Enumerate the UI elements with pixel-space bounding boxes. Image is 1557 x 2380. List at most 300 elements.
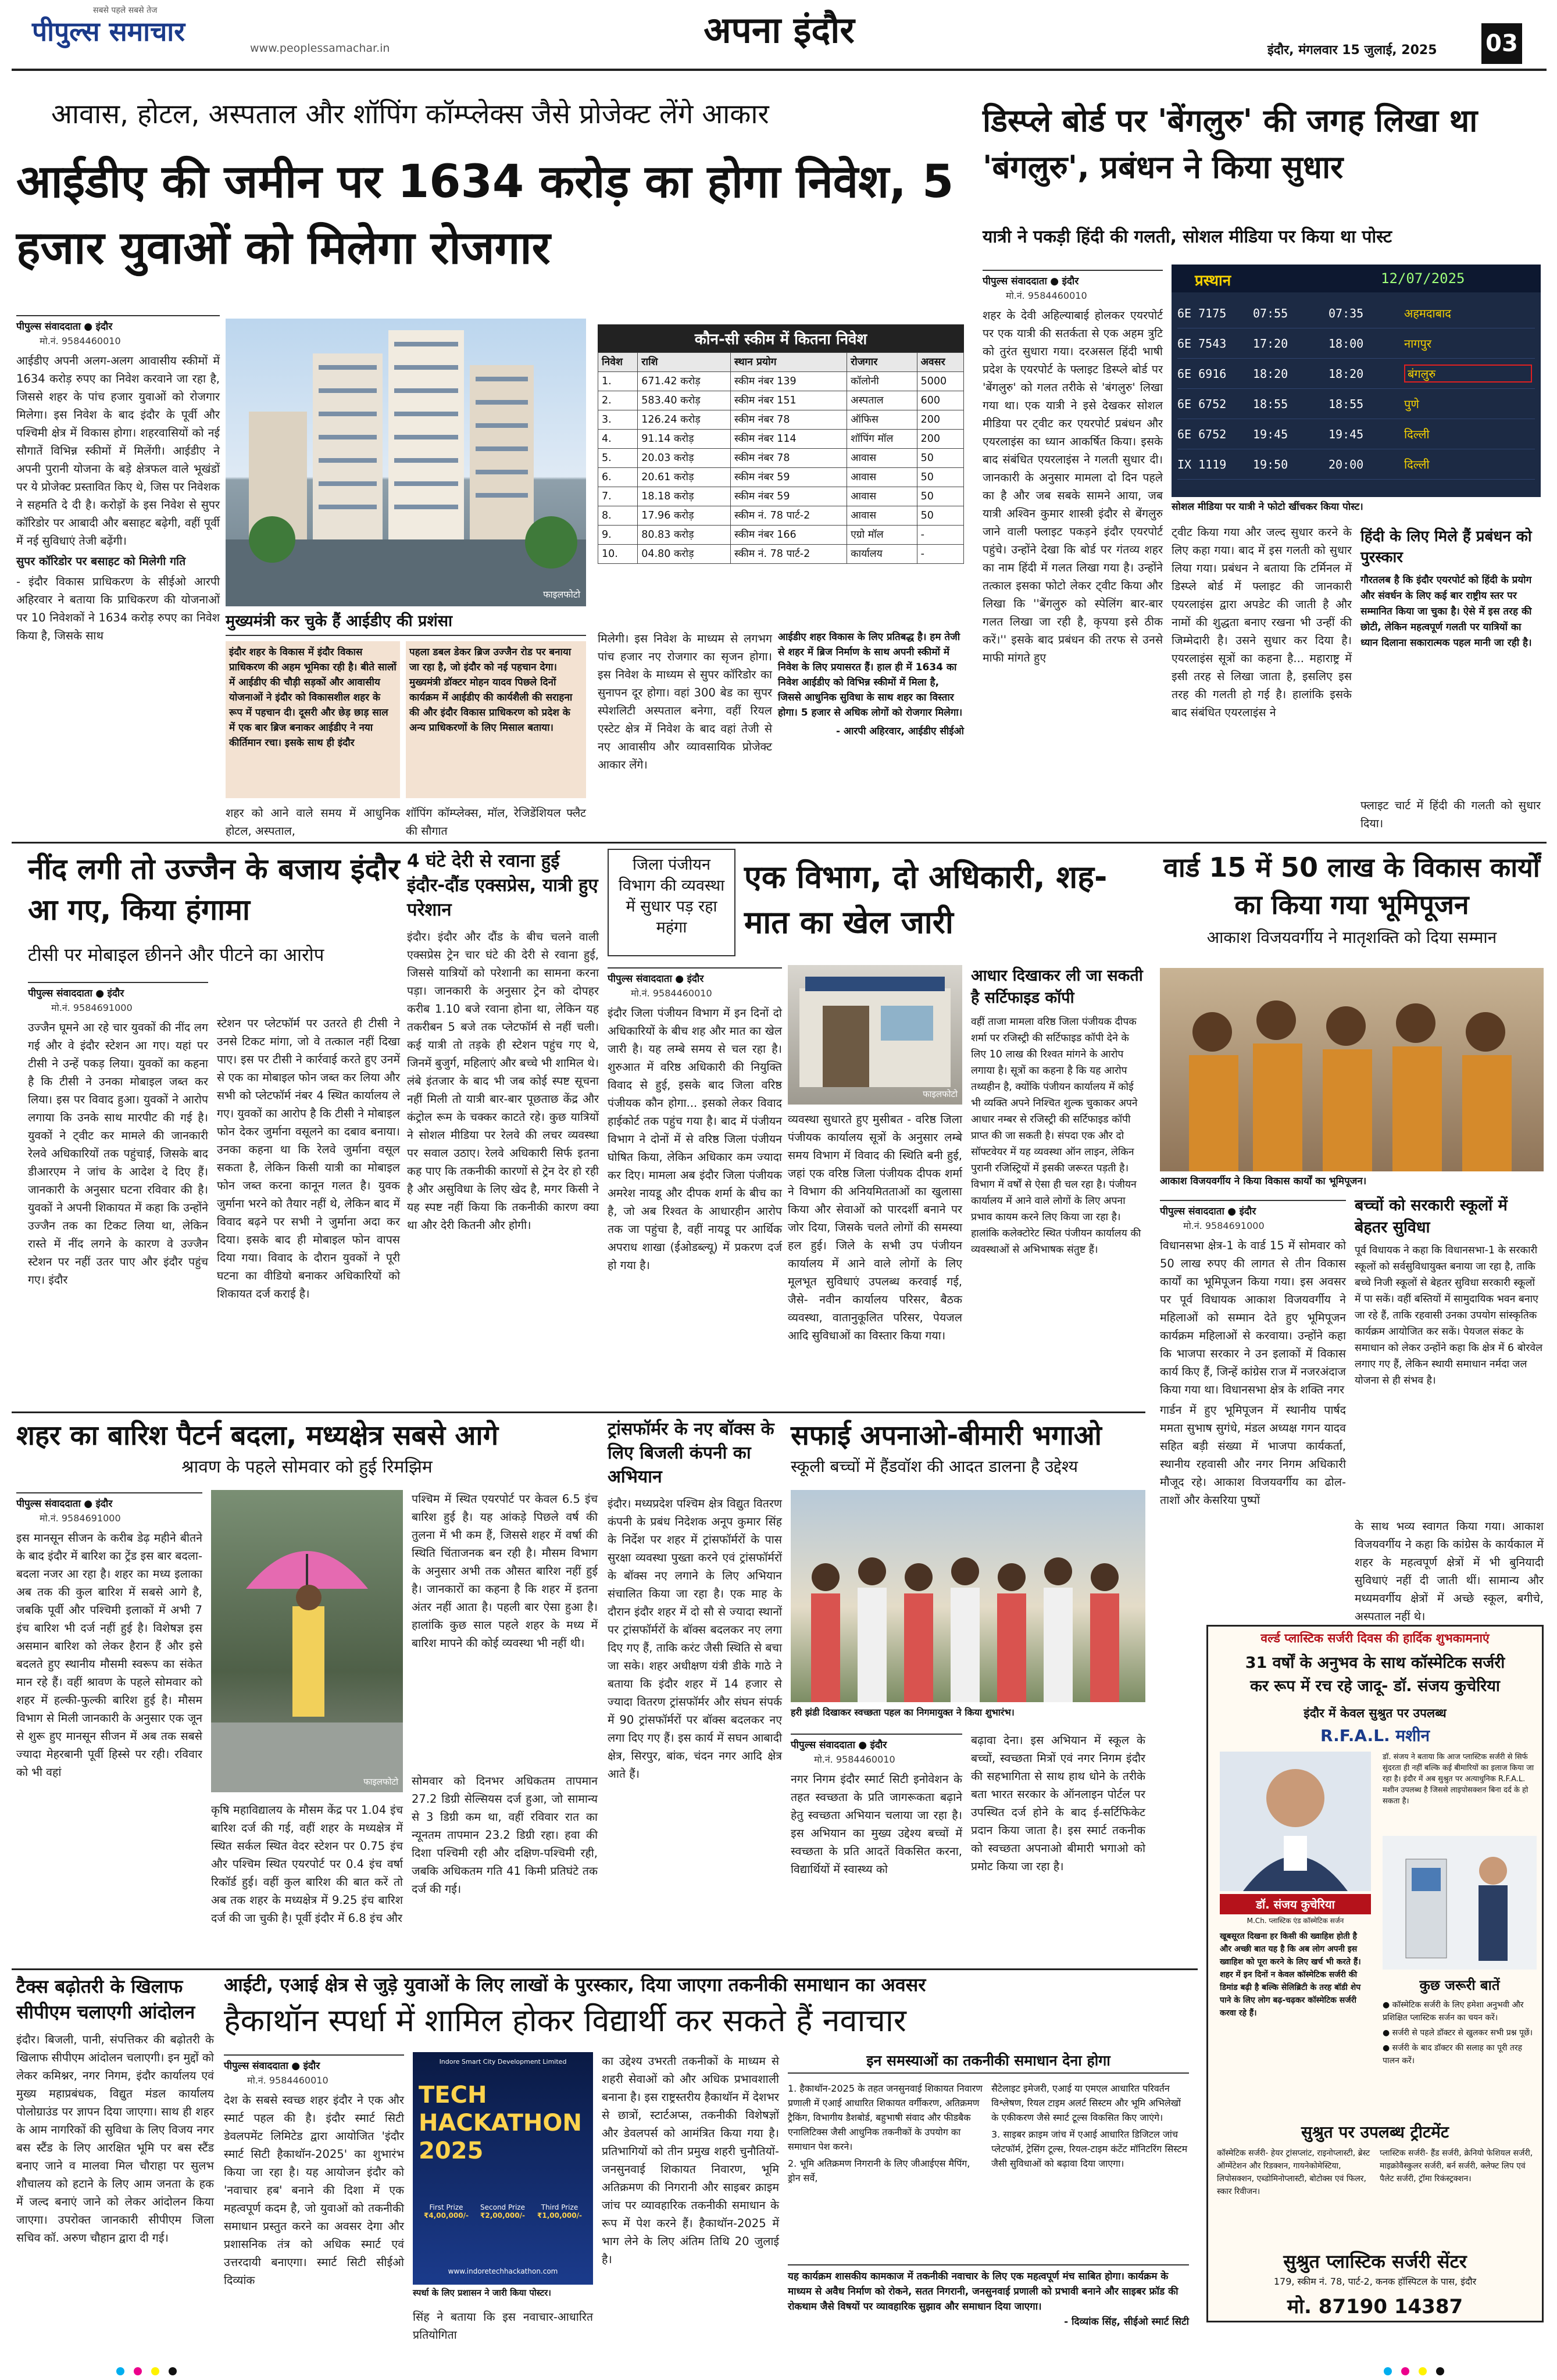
ida-mobile: मो.नं. 9584460010 <box>40 335 121 346</box>
handwash-photo-caption: हरी झंडी दिखाकर स्वच्छता पहल का निगमायुक्त ने किया शुभारंभ। <box>791 1707 1015 1718</box>
rain-byline-city: इंदौर <box>95 1498 113 1510</box>
board-cell: दिल्ली <box>1404 427 1430 441</box>
rain-col2b <box>412 1490 598 1766</box>
table-cell: अस्पताल <box>847 391 917 410</box>
ad-doctor-deg: M.Ch. प्लास्टिक एंड कॉस्मेटिक सर्जन <box>1247 1917 1344 1925</box>
registry-side-text: वहीं ताजा मामला वरिष्ठ जिला पंजीयक दीपक शर्मा पर रजिस्ट्री की सर्टिफाइड कॉपी देने के लिए 10 लाख की रिश्वत मांगने के आरोप लगाया है। सूत्रों का कहना है कि यह आरोप तथ्यहीन है, क्योंकि पंजीयन कार्यालय में कोई भी व्यक्ति अपने निश्चित शुल्क चुकाकर अपने आधार नम्बर से रजिस्ट्री की सर्टिफाइड कॉपी प्राप्त की जा सकती है। संपदा एक और दो सॉफ्टवेयर में यह व्यवस्था ऑन लाइन, लेकिन पुरानी रजिस्ट्रियों में इसकी जरूरत पड़ती है। विभाग में वर्षों से ऐसा ही चल रहा है। पंजीयन कार्यालय में आने वाले लोगों के लिए अपना प्रभाव कायम करने लिए किया जा रहा है। हालांकि कलेक्टोरेट स्थित पंजीयन कार्यालय की व्यवस्थाओं से अभिभाषक संतुष्ट हैं। <box>971 1016 1141 1256</box>
table-cell: 20.03 करोड़ <box>638 449 731 468</box>
masthead <box>0 0 1557 76</box>
airport-award-title: हिंदी के लिए मिले हैं प्रबंधन को पुरस्कार <box>1360 528 1532 566</box>
handwash-body-1: नगर निगम इंदौर स्मार्ट सिटी इनोवेशन के तहत स्वच्छता के प्रति जागरूकता बढ़ाने हेतु स्वच्छता अभियान चलाया जा रहा है। इस अभियान का मुख्य उद्देश्य बच्चों में स्वच्छता के प्रति आदतें विकसित करना, विद्यार्थियों में स्वास्थ्य को <box>791 1773 962 1876</box>
cmyk-yellow <box>151 2367 159 2375</box>
story-airport <box>983 87 1541 837</box>
ad-doctor-text: खूबसूरत दिखना हर किसी की ख्वाहिश होती है और अच्छी बात यह है कि अब लोग अपनी इस ख्वाहिश को पूरा करने के लिए खर्च भी करते हैं। शहर में इन दिनों न केवल कॉस्मेटिक सर्जरी की डिमांड बढ़ी है बल्कि सेलिब्रिटी के तरह बॉडी शेप पाने के लिए लोग बढ़-चढ़कर कॉस्मेटिक सर्जरी करवा रहे हैं। <box>1220 1932 1361 2018</box>
board-cell: बंगलुरु <box>1404 364 1532 383</box>
table-row <box>598 449 964 468</box>
poster-url[interactable]: www.indoretechhackathon.com <box>448 2267 558 2275</box>
table-cell: एग्रो मॉल <box>847 526 917 545</box>
table-cell: 50 <box>917 468 963 487</box>
hackathon-problems-box <box>788 2052 1189 2256</box>
ward-byline: पीपुल्स संवाददाता ● इंदौर <box>1160 1200 1346 1217</box>
table-cell: 91.14 करोड़ <box>638 430 731 449</box>
ida-body-1: आईडीए अपनी अलग-अलग आवासीय स्कीमों में 1634 करोड़ रुपए का निवेश करवाने जा रहा है, जिससे शहर के पांच हजार युवाओं को रोजगार मिलेगा। इस निवेश के बाद इंदौर के पूर्वी और पश्चिमी क्षेत्र में विकास होगा। शहरवासियों को नई सौगातें विभिन्न स्कीमों में मिलेंगी। आईडीए ने अपनी पुरानी योजना के बड़े क्षेत्रफल वाले भूखंडों पर ये प्रोजेक्ट प्रस्तावित किए थे, जिस पर निवेशक ने सहमति दे दी है। करोड़ों के इस निवेश से सुपर कॉरिडोर पर आबादी और बसाहट बढ़ेगी, वहीं पूर्वी में नई सुविधाएं तेजी बढ़ेंगी। <box>16 354 220 548</box>
transformer-body: इंदौर। मध्यप्रदेश पश्चिम क्षेत्र विद्युत वितरण कंपनी के प्रबंध निदेशक अनूप कुमार सिंह के निर्देश पर शहर में ट्रांसफॉर्मरों के पास सुरक्षा व्यवस्था पुख्ता करने एवं ट्रांसफॉर्मरों के बॉक्स नए लगाने के लिए अभियान संचालित किया जा रहा है। एक माह के दौरान इंदौर शहर में दो सौ से ज्यादा स्थानों पर ट्रांसफॉर्मरों के बॉक्स बदलकर नए लगा दिए गए हैं, ताकि करंट जैसी स्थिति से बचा जा सके। शहर अधीक्षण यंत्री डीके गाठे ने बताया कि इंदौर शहर में 14 हजार से ज्यादा वितरण ट्रांसफॉर्मर और संघन संपर्क में 90 ट्रांसफॉर्मरों पर बॉक्स बदलकर नए लगा दिए गए हैं। इस कार्य में सघन आबादी क्षेत्र, सिरपुर, बांक, चंदन नगर आदि क्षेत्र आते हैं। <box>608 1497 782 1781</box>
poster-title: TECH HACKATHON 2025 <box>419 2082 582 2164</box>
ida-byline: पीपुल्स संवाददाता ● इंदौर <box>16 315 220 333</box>
problem-item-2: 2. भूमि अतिक्रमण निगरानी के लिए जीआईएस मैपिंग, ड्रोन सर्वे, <box>788 2158 970 2184</box>
ida-col1 <box>16 313 220 830</box>
board-cell: 18:55 <box>1253 396 1288 411</box>
ward-school-text: पूर्व विधायक ने कहा कि विधानसभा-1 के सरकारी स्कूलों को सर्वसुविधायुक्त बनाया जा रहा है, ताकि बच्चे निजी स्कूलों से बेहतर सुविधा सरकारी स्कूलों में पा सकें। वहीं बस्तियों में सामुदायिक भवन बनाए जा रहे हैं, ताकि रहवासी उनका उपयोग सांस्कृतिक कार्यक्रम आयोजित कर सकें। पेयजल संकट के समाधान को लेकर उन्होंने कहा कि क्षेत्र में 6 बोरवेल लगाए गए हैं, लेकिन स्थायी समाधान नर्मदा जल योजना से ही संभव है। <box>1355 1245 1543 1386</box>
list-item: ● सर्जरी से पहले डॉक्टर से खुलकर सभी प्रश्न पूछें। <box>1383 2028 1533 2038</box>
problem-item-1: 1. हैकाथॉन-2025 के तहत जनसुनवाई शिकायत निवारण प्रणाली में एआई आधारित शिकायत वर्गीकरण, अतिक्रमण ट्रैकिंग, विभागीय डैशबोर्ड, बहुभाषी संवाद और फीडबैक एनालिटिक्स जैसी आधुनिक तकनीकों के उपयोग का समाधान पेश करने। <box>788 2083 983 2152</box>
ida-byline-city: इंदौर <box>95 321 113 333</box>
board-header <box>1172 265 1541 292</box>
airport-col1 <box>983 267 1163 831</box>
cmyk-cyan <box>116 2367 124 2375</box>
ad-center-name: सुश्रुत प्लास्टिक सर्जरी सेंटर <box>1283 2250 1467 2272</box>
hackathon-headline: हैकाथॉन स्पर्धा में शामिल होकर विद्यार्थी कर सकते हैं नवाचार <box>224 2002 906 2039</box>
board-row <box>1177 328 1535 359</box>
daund-body: इंदौर। इंदौर और दौंड के बीच चलने वाली एक्सप्रेस ट्रेन चार घंटे की देरी से रवाना हुई, जिससे यात्रियों को परेशानी का सामना करना पड़ा। जानकारी के अनुसार ट्रेन को दोपहर करीब 1.10 बजे रवाना होना था, लेकिन यह तकरीबन 5 बजे तक प्लेटफॉर्म से नहीं चली। कई यात्री तो तड़के ही स्टेशन पहुंच गए थे, जिनमें बुजुर्ग, महिलाएं और बच्चे भी शामिल थे। लंबे इंतजार के बाद भी जब कोई स्पष्ट सूचना नहीं मिली तो यात्री बार-बार पूछताछ केंद्र और कंट्रोल रूम के चक्कर काटते रहे। कुछ यात्रियों ने सोशल मीडिया पर रेलवे की लचर व्यवस्था पर सवाल उठाए। रेलवे अधिकारी सिर्फ इतना कह पाए कि तकनीकी कारणों से ट्रेन देर हो रही है और असुविधा के लिए खेद है, मगर किसी ने यह स्पष्ट नहीं किया कि तकनीकी कारण क्या था और देरी कितनी और होगी। <box>407 930 599 1232</box>
table-cell: स्कीम नंबर 166 <box>731 526 847 545</box>
list-item: ● सर्जरी के बाद डॉक्टर की सलाह का पूरी तरह पालन करें। <box>1383 2043 1523 2065</box>
ward-headline: वार्ड 15 में 50 लाख के विकास कार्यों का किया गया भूमिपूजन <box>1163 852 1540 920</box>
rain-body-2b: पश्चिम में स्थित एयरपोर्ट पर केवल 6.5 इंच बारिश हुई है। यह आंकड़े पिछले वर्ष की तुलना में भी कम हैं, जिससे शहर में वर्षा की स्थिति चिंताजनक बन रही है। मौसम विभाग के अनुसार अभी तक औसत बारिश नहीं हुई है। जानकारों का कहना है कि शहर में इतना अंतर नहीं आता है। पहली बार ऐसा हुआ है। हालांकि कुछ साल पहले शहर के मध्य में बारिश मापने की कोई व्यवस्था भी नहीं थी। <box>412 1492 598 1650</box>
airport-byline-name: पीपुल्स संवाददाता <box>983 276 1047 287</box>
poster-prize-1 <box>419 2203 474 2220</box>
rain-col3 <box>412 1772 598 1961</box>
airport-col2 <box>1172 523 1352 831</box>
table-cell: 18.18 करोड़ <box>638 487 731 506</box>
table-row <box>598 468 964 487</box>
board-cell: 20:00 <box>1329 457 1364 471</box>
table-cell: कॉलोनी <box>847 372 917 391</box>
hackathon-body-2: सिंह ने बताया कि इस नवाचार-आधारित प्रतियोगिता <box>413 2310 593 2342</box>
ujjain-byline: पीपुल्स संवाददाता ● इंदौर <box>28 982 208 999</box>
ida-investment-table-box <box>598 324 964 621</box>
board-title: प्रस्थान <box>1195 272 1231 290</box>
handwash-headline: सफाई अपनाओ-बीमारी भगाओ <box>791 1420 1102 1452</box>
table-row <box>598 545 964 564</box>
table-cell: 4. <box>598 430 638 449</box>
story-daund <box>407 849 599 1407</box>
ida-quote-by: - आरपी अहिरवार, आईडीए सीईओ <box>835 726 964 737</box>
ida-praise-text-2-content: पहला डबल डेकर ब्रिज उज्जैन रोड पर बनाया जा रहा है, जो इंदौर को नई पहचान देगा। मुख्यमंत्री डॉक्टर मोहन यादव पिछले दिनों कार्यक्रम में आईडीए की कार्यशैली की सराहना की और इंदौर विकास प्राधिकरण को प्रदेश के अन्य प्राधिकरणों के लिए मिसाल बताया। <box>409 646 573 734</box>
ujjain-mobile: मो.नं. 9584691000 <box>51 1002 133 1013</box>
story-rain <box>16 1417 598 1964</box>
ad-sub1: 31 वर्षों के अनुभव के साथ कॉस्मेटिक सर्जरी <box>1245 1654 1505 1672</box>
airport-col3: फ्लाइट चार्ट में हिंदी की गलती को सुधार दिया। <box>1360 799 1541 830</box>
hackathon-byline-city: इंदौर <box>303 2060 320 2072</box>
row1-rule <box>12 842 1547 844</box>
cmyk-black <box>169 2367 177 2375</box>
table-cell: 126.24 करोड़ <box>638 410 731 430</box>
ward-school-box <box>1355 1195 1544 1509</box>
board-cell: 19:50 <box>1253 457 1288 471</box>
ida-col2: शहर को आने वाले समय में आधुनिक होटल, अस्पताल, <box>226 806 400 838</box>
table-cell: - <box>917 526 963 545</box>
table-cell: स्कीम नं. 78 पार्ट-2 <box>731 506 847 526</box>
registry-byline: पीपुल्स संवाददाता ● इंदौर <box>608 967 782 985</box>
registry-body-1: इंदौर जिला पंजीयन विभाग में इन दिनों दो अधिकारियों के बीच शह और मात का खेल जारी है। यह लम्बे समय से चल रहा है। शुरुआत में वरिष्ठ अधिकारी की नियुक्ति विवाद से हुई, इसके बाद जिला वरिष्ठ पंजीयक कौन होगा... इसको लेकर विवाद हाईकोर्ट तक पहुंच गया है। बाद में पंजीयन विभाग ने दोनों में से वरिष्ठ जिला पंजीयन घोषित किया, लेकिन अधिकार कम ज्यादा कर दिए। मामला अब इंदौर जिला पंजीयक अमरेश नायडू और दीपक शर्मा के बीच का है, जो अब रिश्वत के आधारहीन आरोप तक जा पहुंचा है, वहीं नायडू पर आर्थिक अपराध शाखा (ईओडब्ल्यू) में प्रकरण दर्ज हो गया है। <box>608 1006 782 1272</box>
ward-deck: आकाश विजयवर्गीय ने मातृशक्ति को दिया सम्मान <box>1206 928 1497 947</box>
board-cell: 6E 6752 <box>1177 396 1227 411</box>
machine-illustration <box>1383 1836 1537 1970</box>
ujjain-col1 <box>28 980 208 1404</box>
ad-phone[interactable]: मो. 87190 14387 <box>1287 2295 1463 2318</box>
table-row <box>598 526 964 545</box>
handwash-deck: स्कूली बच्चों में हैंडवॉश की आदत डालना है उद्देश्य <box>791 1457 1078 1476</box>
registry-kicker-box <box>608 849 735 956</box>
rain-body-2a: कृषि महाविद्यालय के मौसम केंद्र पर 1.04 इंच बारिश दर्ज की गई, वहीं शहर के मध्यक्षेत्र में स्थित सर्कल स्थित वेदर स्टेशन पर 0.75 इंच और पश्चिम स्थित एयरपोर्ट पर 0.4 इंच वर्षा रिकॉर्ड हुई। वहीं कुल बारिश की बात करें तो अब तक शहर के मध्यक्षेत्र में 9.25 इंच बारिश दर्ज की जा चुकी है। पूर्वी इंदौर में 6.8 इंच और <box>211 1803 403 1925</box>
cmyk-magenta-2 <box>1401 2367 1409 2375</box>
handwash-col1 <box>791 1731 962 1961</box>
board-cell: 6E 7543 <box>1177 336 1227 351</box>
ida-table-header <box>598 353 964 372</box>
ad-doctor-name: डॉ. संजय कुचेरिया <box>1220 1894 1371 1914</box>
ujjain-byline-name: पीपुल्स संवाददाता <box>28 988 92 999</box>
table-row <box>598 430 964 449</box>
ad-sushrut <box>1206 1625 1544 2322</box>
ujjain-col2 <box>217 1014 400 1404</box>
registry-headline: एक विभाग, दो अधिकारी, शह-मात का खेल जारी <box>744 859 1108 941</box>
ida-byline-name: पीपुल्स संवाददाता <box>16 321 81 333</box>
story-ida <box>16 80 970 836</box>
ad-title: वर्ल्ड प्लास्टिक सर्जरी दिवस की हार्दिक शुभकामनाएं <box>1260 1631 1490 1645</box>
rain-umbrella-illustration <box>211 1490 403 1792</box>
rain-col2a <box>211 1801 403 1961</box>
board-cell: 6E 6752 <box>1177 427 1227 441</box>
problem-item-3: 3. साइबर क्राइम जांच में एआई आधारित डिजिटल जांच प्लेटफॉर्म, ट्रेसिंग टूल्स, रियल-टाइम कंटेंट मॉनिटरिंग सिस्टम जैसी सुविधाओं को बढ़ावा दिया जाएगा। <box>991 2129 1188 2169</box>
rain-body-1: इस मानसून सीजन के करीब डेढ़ महीने बीतने के बाद इंदौर में बारिश का ट्रेंड इस बार बदला-बदला नजर आ रहा है। शहर का मध्य इलाका अब तक की कुल बारिश में सबसे आगे है, जबकि पूर्वी और पश्चिमी इलाकों में अभी 7 इंच बारिश भी दर्ज नहीं हुई है। विशेषज्ञ इस असमान बारिश को लेकर हैरान हैं और इसे बदलते हुए स्थानीय मौसमी स्वरूप का संकेत मान रहे हैं। वहीं श्रावण के पहले सोमवार को शहर में हल्की-फुल्की बारिश हुई है। मौसम विभाग से मिली जानकारी के अनुसार एक जून से शुरू हुए मानसून सीजन में अब तक सबसे ज्यादा मेहरबानी पूर्वी हिस्से पर रही। रविवार को भी वहां <box>16 1531 202 1779</box>
board-cell: 6E 6916 <box>1177 366 1227 381</box>
table-row <box>598 506 964 526</box>
ad-treatment-title: सुश्रुत पर उपलब्ध ट्रीटमेंट <box>1301 2122 1449 2142</box>
poster-prize-3-label: Third Prize <box>541 2203 578 2211</box>
hackathon-quote-text: यह कार्यक्रम शासकीय कामकाज में तकनीकी नवाचार के लिए एक महत्वपूर्ण मंच साबित होगा। कार्यक्रम के माध्यम से अवैध निर्माण को रोकने, सतत निगरानी, जनसुनवाई प्रणाली को प्रभावी बनाने और साइबर फ्रॉड की रोकथाम जैसे विषयों पर व्यावहारिक सुझाव और समाधान दिया जाएगा। <box>788 2271 1179 2313</box>
cpm-body: इंदौर। बिजली, पानी, संपत्तिकर की बढ़ोतरी के खिलाफ सीपीएम आंदोलन चलाएगी। इन मुद्दों को लेकर कमिश्नर, नगर निगम, इंदौर कार्यालय एवं मुख्य महाप्रबंधक, विद्युत मंडल कार्यालय पोलोग्राउंड पर ज्ञापन दिया जाएगा। साथ ही शहर के आम नागरिकों की सुविधा के लिए विजय नगर बस स्टैंड के लिए आरक्षित भूमि पर बस स्टैंड बनाए जाने व मालवा मिल चौराहा पर सुलभ शौचालय को हटाने के लिए आम जनता के हक में जल्द बनाएं जाने को लेकर आंदोलन किया जाएगा। उपरोक्त जानकारी सीपीएम जिला सचिव कॉ. अरुण चौहान द्वारा दी गई। <box>16 2033 214 2245</box>
cpm-headline: टैक्स बढ़ोतरी के खिलाफ सीपीएम चलाएगी आंदोलन <box>16 1975 195 2023</box>
section-title-text: अपना इंदौर <box>703 9 855 51</box>
table-cell: 2. <box>598 391 638 410</box>
table-cell: 04.80 करोड़ <box>638 545 731 564</box>
problem-item-2b: सैटेलाइट इमेजरी, एआई या एमएल आधारित परिवर्तन विश्लेषण, रियल टाइम अलर्ट सिस्टम और भूमि अभिलेखों के एकीकरण जैसे स्मार्ट टूल्स विकसित किए जाएंगे। <box>991 2083 1181 2123</box>
board-cell: 18:20 <box>1253 366 1288 381</box>
table-cell: स्कीम नंबर 78 <box>731 449 847 468</box>
rain-byline-name: पीपुल्स संवाददाता <box>16 1498 81 1510</box>
hackathon-problems-right <box>991 2081 1189 2256</box>
registry-col1 <box>608 965 782 1404</box>
board-cell: दिल्ली <box>1404 458 1430 471</box>
table-cell: 5000 <box>917 372 963 391</box>
rain-body-3: सोमवार को दिनभर अधिकतम तापमान 27.2 डिग्री सेल्सियस दर्ज हुआ, जो सामान्य से 3 डिग्री कम था, वहीं रविवार रात का न्यूनतम तापमान 23.2 डिग्री रहा। हवा की दिशा पश्चिमी रही और दक्षिण-पश्चिमी रही, जबकि अधिकतम गति 41 किमी प्रतिघंटे तक दर्ज की गई। <box>412 1774 598 1896</box>
list-item: ● कॉस्मेटिक सर्जरी के लिए हमेशा अनुभवी और प्रशिक्षित प्लास्टिक सर्जन का चयन करें। <box>1383 2000 1524 2022</box>
handwash-mobile: मो.नं. 9584460010 <box>814 1754 895 1765</box>
board-cell: अहमदाबाद <box>1404 306 1451 320</box>
site-url[interactable]: www.peoplessamachar.in <box>250 42 390 55</box>
poster-prize-2-value: ₹2,00,000/- <box>480 2211 525 2220</box>
table-cell: 671.42 करोड़ <box>638 372 731 391</box>
hackathon-col1 <box>224 2052 404 2357</box>
board-cell: नागपुर <box>1404 337 1432 351</box>
story-handwash <box>791 1417 1145 1964</box>
table-cell: 50 <box>917 487 963 506</box>
board-cell: 17:20 <box>1253 336 1288 351</box>
table-row <box>598 410 964 430</box>
table-cell: कार्यालय <box>847 545 917 564</box>
airport-body-2: ट्वीट किया गया और जल्द सुधार करने के लिए कहा गया। बाद में इस गलती को सुधार लिया गया। प्रबंधन ने बताया कि टर्मिनल में डिस्प्ले बोर्ड में फ्लाइट की जानकारी एयरलाइंस द्वारा अपडेट की जाती है और नामों की शुद्धता बनाए रखना भी उन्हीं की जिम्मेदारी है। उसने सुधार कर दिया है। एयरलाइंस सूत्रों का कहना है... महाराष्ट्र में इसी तरह से लिखा जाता है, इसलिए इस तरह की गलती हो गई है। हालांकि इसके बाद संबंधित एयरलाइंस ने <box>1172 526 1352 719</box>
registry-byline-city: इंदौर <box>687 973 704 985</box>
ida-kicker: आवास, होटल, अस्पताल और शॉपिंग कॉम्प्लेक्स जैसे प्रोजेक्ट लेंगे आकार <box>51 98 769 130</box>
ad-machine-photo <box>1383 1836 1537 1970</box>
hackathon-mobile: मो.नं. 9584460010 <box>247 2075 328 2086</box>
ward-body-1b: गार्डन में हुए भूमिपूजन में स्थानीय पार्षद ममता सुभाष सुगंधे, मंडल अध्यक्ष गगन यादव सहित बड़ी संख्या में भाजपा कार्यकर्ता, स्थानीय रहवासी और नगर निगम अधिकारी मौजूद रहे। आकाश विजयवर्गीय का ढोल-ताशों और केसरिया पुष्पों <box>1160 1403 1346 1507</box>
board-cell: 18:00 <box>1329 336 1364 351</box>
ujjain-body-1: उज्जैन घूमने आ रहे चार युवकों की नींद लग गई और वे इंदौर स्टेशन आ गए। यहां पर टीसी ने उन्हें पकड़ लिया। युवकों का कहना है कि टीसी ने उनका मोबाइल जब्त कर लिया। इस पर विवाद हुआ। युवकों ने आरोप लगाया कि उनके साथ मारपीट की गई है। युवकों ने ट्वीट कर मामले की जानकारी रेलवे अधिकारियों तक पहुंचाई, जिसके बाद डीआरएम ने जांच के आदेश दे दिए हैं। जानकारी के अनुसार घटना रविवार की है। युवकों ने अपनी शिकायत में कहा कि उन्होंने उज्जैन तक का टिकट लिया था, लेकिन रास्ते में नींद लगने के कारण वे उज्जैन स्टेशन पर नहीं उतर पाए और इंदौर पहुंच गए। इंदौर <box>28 1021 208 1287</box>
row2-rule <box>12 1411 1145 1413</box>
hackathon-col2 <box>413 2308 593 2357</box>
registry-body-2: व्यवस्था सुधारते हुए मुसीबत - वरिष्ठ जिला पंजीयक कार्यालय सूत्रों के अनुसार लम्बे समय विभाग में विवाद की स्थिति बनी हुई, जहां एक वरिष्ठ जिला पंजीयक दीपक शर्मा ने विभाग की अनियमितताओं का खुलासा किया और सेवाओं को पारदर्शी बनाने पर जोर दिया, जिसके चलते लोगों की समस्या हल हुई। जिले के सभी उप पंजीयन कार्यालय में आने वाले लोगों के लिए मूलभूत सुविधाएं उपलब्ध करवाई गई, जैसे- नवीन कार्यालय परिसर, बैठक व्यवस्था, वातानुकूलित परिसर, पेयजल आदि सुविधाओं का विस्तार किया गया। <box>788 1113 962 1342</box>
handwash-group-illustration <box>791 1490 1145 1702</box>
ward-photo-caption: आकाश विजयवर्गीय ने किया विकास कार्यों का भूमिपूजन। <box>1160 1175 1367 1187</box>
table-cell: 5. <box>598 449 638 468</box>
rain-photo <box>211 1490 403 1792</box>
rain-deck: श्रावण के पहले सोमवार को हुई रिमझिम <box>181 1457 433 1477</box>
ward-school-title: बच्चों को सरकारी स्कूलों में बेहतर सुविधा <box>1355 1196 1508 1237</box>
board-cell: 19:45 <box>1253 427 1288 441</box>
ad-treatment-col1: कॉस्मेटिक सर्जरी- हेयर ट्रांसप्लांट, राइनोप्लास्टी, ब्रेस्ट ऑग्मेंटेशन और रिडक्शन, गायनेकोमेस्टिया, लिपोसक्शन, एब्डोमिनोप्लास्टी, बोटोक्स एवं फिलर, स्कार रिवीजन। <box>1217 2149 1370 2196</box>
poster-prize-1-value: ₹4,00,000/- <box>424 2211 469 2220</box>
board-row <box>1177 298 1535 328</box>
hackathon-byline: पीपुल्स संवाददाता ● इंदौर <box>224 2054 404 2072</box>
building-illustration <box>226 319 586 606</box>
table-cell: आवास <box>847 487 917 506</box>
ida-th-3: रोजगार <box>847 353 917 372</box>
registry-kicker: जिला पंजीयन विभाग की व्यवस्था में सुधार पड़ रहा महंगा <box>618 856 725 937</box>
poster-prize-2 <box>475 2203 530 2220</box>
row3-rule <box>12 1968 1198 1970</box>
ida-th-4: अवसर <box>917 353 963 372</box>
hackathon-poster-caption: स्पर्धा के लिए प्रशासन ने जारी किया पोस्टर। <box>413 2288 551 2298</box>
story-registry <box>608 849 1145 1407</box>
story-ward15 <box>1160 849 1544 1623</box>
table-cell: आवास <box>847 506 917 526</box>
brand-logo: पीपुल्स समाचार <box>32 16 185 47</box>
rain-col1 <box>16 1490 202 1961</box>
rain-byline: पीपुल्स संवाददाता ● इंदौर <box>16 1492 202 1510</box>
ida-quote-box <box>778 630 964 833</box>
board-cell: 07:35 <box>1329 306 1364 320</box>
table-cell: - <box>917 545 963 564</box>
hackathon-poster <box>413 2052 593 2285</box>
table-cell: ऑफिस <box>847 410 917 430</box>
cmyk-cyan-2 <box>1384 2367 1392 2375</box>
board-cell: IX 1119 <box>1177 457 1227 471</box>
ujjain-body-2: स्टेशन पर प्लेटफॉर्म पर उतरते ही टीसी ने उनसे टिकट मांगा, जो वे तत्काल नहीं दिखा पाए। इस पर टीसी ने कार्रवाई करते हुए उनमें से एक का मोबाइल फोन जब्त कर लिया और सभी को प्लेटफॉर्म नंबर 4 स्थित कार्यालय ले गए। युवकों का आरोप है कि टीसी ने मोबाइल फोन देकर जुर्माना वसूलने का दबाव बनाया। उनका कहना था कि रेलवे जुर्माना वसूल सकता है, लेकिन किसी यात्री का मोबाइल फोन जब्त करना कानून गलत है। युवक जुर्माना भरने को तैयार नहीं थे, लेकिन बाद में विवाद बढ़ने पर सभी ने जुर्माना अदा कर दिया। इसके बाद ही मोबाइल फोन वापस दिया गया। विवाद के दौरान युवकों ने पूरी घटना का वीडियो बनाकर अधिकारियों को शिकायत दर्ज कराई है। <box>217 1017 400 1300</box>
poster-sub: Indore Smart City Development Limited <box>439 2058 567 2065</box>
ad-address: 179, स्कीम नं. 78, पार्ट-2, कनक हॉस्पिटल के पास, इंदौर <box>1273 2276 1477 2287</box>
airport-byline: पीपुल्स संवाददाता ● इंदौर <box>983 270 1163 287</box>
ida-col3: शॉपिंग कॉम्प्लेक्स, मॉल, रेजिडेंशियल फ्लैट की सौगात <box>406 806 586 838</box>
ad-machine-lead: इंदौर में केवल सुश्रुत पर उपलब्ध <box>1304 1706 1447 1720</box>
table-cell: 20.61 करोड़ <box>638 468 731 487</box>
ida-th-1: राशि <box>638 353 731 372</box>
hackathon-col3 <box>602 2052 779 2357</box>
table-cell: 9. <box>598 526 638 545</box>
airport-board-photo <box>1172 265 1541 497</box>
table-cell: स्कीम नं. 78 पार्ट-2 <box>731 545 847 564</box>
table-cell: 17.96 करोड़ <box>638 506 731 526</box>
page-number: 03 <box>1481 23 1522 64</box>
table-cell: स्कीम नंबर 78 <box>731 410 847 430</box>
ad-tips-title: कुछ जरूरी बातें <box>1419 1977 1500 1993</box>
poster-prize-3 <box>532 2203 587 2220</box>
ida-photo-credit: फाइलफोटो <box>543 589 580 600</box>
ida-subhead: सुपर कॉरिडोर पर बसाहट को मिलेगी गति <box>16 555 186 568</box>
table-cell: आवास <box>847 449 917 468</box>
registry-mobile: मो.नं. 9584460010 <box>631 988 712 999</box>
ward-body-2: के साथ भव्य स्वागत किया गया। आकाश विजयवर्गीय ने कहा कि कांग्रेस के कार्यकाल में शहर के महत्वपूर्ण क्षेत्रों में भी बुनियादी सुविधाएं नहीं दी जाती थीं। सामान्य और मध्यमवर्गीय क्षेत्रों में अच्छे स्कूल, बगीचे, अस्पताल नहीं थे। <box>1355 1520 1544 1623</box>
ad-doctor-photo <box>1220 1752 1371 1891</box>
table-cell: 1. <box>598 372 638 391</box>
poster-prize-1-label: First Prize <box>429 2203 463 2211</box>
board-row <box>1177 449 1535 480</box>
airport-body-1: शहर के देवी अहिल्याबाई होलकर एयरपोर्ट पर एक यात्री की सतर्कता से एक अहम त्रुटि को तुरंत सुधारा गया। दरअसल हिंदी भाषी प्रदेश के एयरपोर्ट के फ्लाइट डिस्प्ले बोर्ड पर 'बेंगलुरु' को गलत तरीके से 'बंगलुरु' लिखा गया था। एक यात्री ने इसे देखकर सोशल मीडिया पर ट्वीट कर एयरपोर्ट प्रबंधन और एयरलाइंस का ध्यान आकर्षित किया। इसके बाद संबंधित एयरलाइंस ने गलती सुधार दी। जानकारी के अनुसार मामला दो दिन पहले का है और जब सबके सामने आया, जब यात्री अश्विन कुमार शास्त्री इंदौर से बेंगलुरु जाने वाली फ्लाइट पकड़ने इंदौर एयरपोर्ट पहुंचे। उन्होंने देखा कि बोर्ड पर गंतव्य शहर का नाम हिंदी में गलत लिखा गया है। उन्होंने तत्काल इसका फोटो लेकर ट्वीट किया और लिखा कि ''बेंगलुरु को स्पेलिंग बार-बार गलत लिखा जा रही है, कृपया इसे ठीक करें।'' इसके बाद प्रबंधन की तरफ से उनसे माफी मांगते हुए <box>983 309 1163 664</box>
airport-mobile: मो.नं. 9584460010 <box>1006 290 1087 301</box>
table-row <box>598 487 964 506</box>
ida-th-0: निवेश <box>598 353 638 372</box>
ida-building-photo <box>226 319 586 606</box>
table-cell: 80.83 करोड़ <box>638 526 731 545</box>
table-cell: स्कीम नंबर 59 <box>731 487 847 506</box>
doctor-illustration <box>1220 1752 1371 1891</box>
ward-byline-city: इंदौर <box>1239 1206 1256 1217</box>
poster-prize-3-value: ₹1,00,000/- <box>537 2211 582 2220</box>
handwash-byline-city: इंदौर <box>870 1739 887 1751</box>
airport-award-text: गौरतलब है कि इंदौर एयरपोर्ट को हिंदी के प्रयोग और संवर्धन के लिए कई बार राष्ट्रीय स्तर पर सम्मानित किया जा चुका है। ऐसे में इस तरह की छोटी, लेकिन महत्वपूर्ण गलती पर यात्रियों का ध्यान दिलाना सकारात्मक पहल मानी जा रही है। <box>1360 574 1532 649</box>
cmyk-black-2 <box>1436 2367 1444 2375</box>
table-cell: स्कीम नंबर 151 <box>731 391 847 410</box>
ujjain-headline: नींद लगी तो उज्जैन के बजाय इंदौर आ गए, किया हंगामा <box>28 852 400 927</box>
ida-body-2: - इंदौर विकास प्राधिकरण के सीईओ आरपी अहिरवार ने बताया कि प्राधिकरण की योजनाओं पर 10 निवेशकों ने 1634 करोड़ रुपए का निवेश किया है, जिसके साथ <box>16 575 220 642</box>
table-row <box>598 372 964 391</box>
ida-praise-text-1-content: इंदौर शहर के विकास में इंदौर विकास प्राधिकरण की अहम भूमिका रही है। बीते सालों में आईडीए की चौड़ी सड़कों और आवासीय योजनाओं ने इंदौर को विकासशील शहर के रूप में पहचान दी। दूसरी और छेड़ छाड़ साल में एक बार ब्रिज बनाकर आईडीए ने नया कीर्तिमान रचा। इसके साथ ही इंदौर <box>229 646 397 749</box>
ad-tips-list <box>1383 1999 1537 2115</box>
table-cell: शॉपिंग मॉल <box>847 430 917 449</box>
table-cell: स्कीम नंबर 139 <box>731 372 847 391</box>
hackathon-byline-name: पीपुल्स संवाददाता <box>224 2060 288 2072</box>
story-hackathon <box>224 1974 1201 2360</box>
story-cpm <box>16 1974 214 2352</box>
registry-photo-credit: फाइलफोटो <box>923 1089 958 1099</box>
rain-headline: शहर का बारिश पैटर्न बदला, मध्यक्षेत्र सबसे आगे <box>16 1420 499 1452</box>
handwash-byline: पीपुल्स संवाददाता ● इंदौर <box>791 1734 962 1751</box>
ida-table-body <box>598 372 964 564</box>
story-ujjain <box>16 849 400 1407</box>
rain-mobile: मो.नं. 9584691000 <box>40 1513 121 1524</box>
ward-body-1: विधानसभा क्षेत्र-1 के वार्ड 15 में सोमवार को 50 लाख रुपए की लागत से तीन विकास कार्यों का भूमिपूजन किया गया। इस अवसर पर पूर्व विधायक आकाश विजयवर्गीय ने महिलाओं को सम्मान देते हुए भूमिपूजन कार्यक्रम महिलाओं से करवाया। उन्होंने कहा कि भाजपा सरकार ने उन इलाकों में विकास कार्य किए हैं, जिन्हें कांग्रेस राज में नजरअंदाज किया गया था। विधानसभा क्षेत्र के शक्ति नगर <box>1160 1239 1346 1396</box>
hackathon-quote <box>788 2264 1189 2357</box>
poster-prize-2-label: Second Prize <box>480 2203 525 2211</box>
table-cell: स्कीम नंबर 59 <box>731 468 847 487</box>
brand-tagline: सबसे पहले सबसे तेज <box>93 6 158 15</box>
handwash-byline-name: पीपुल्स संवाददाता <box>791 1739 855 1751</box>
ward-byline-name: पीपुल्स संवाददाता <box>1160 1206 1224 1217</box>
cmyk-magenta <box>134 2367 142 2375</box>
ida-table-title: कौन-सी स्कीम में कितना निवेश <box>598 324 964 352</box>
ida-headline: आईडीए की जमीन पर 1634 करोड़ का होगा निवेश, 5 हजार युवाओं को मिलेगा रोजगार <box>16 156 954 274</box>
table-cell: 600 <box>917 391 963 410</box>
handwash-photo <box>791 1490 1145 1702</box>
dateline: इंदौर, मंगलवार 15 जुलाई, 2025 <box>1267 43 1437 58</box>
table-cell: 50 <box>917 449 963 468</box>
ujjain-byline-city: इंदौर <box>107 988 124 999</box>
airport-byline-city: इंदौर <box>1062 276 1079 287</box>
hackathon-problems-left <box>788 2081 983 2256</box>
airport-photo-caption: सोशल मीडिया पर यात्री ने फोटो खींचकर किया पोस्ट। <box>1172 501 1363 513</box>
registry-office-photo <box>788 965 962 1105</box>
table-cell: 10. <box>598 545 638 564</box>
ward-crowd-illustration <box>1160 968 1544 1171</box>
transformer-headline: ट्रांसफॉर्मर के नए बॉक्स के लिए बिजली कंपनी का अभियान <box>608 1419 774 1487</box>
ida-praise-text-2 <box>406 641 586 798</box>
cmyk-yellow-2 <box>1419 2367 1427 2375</box>
ward-photo <box>1160 968 1544 1171</box>
hackathon-kicker: आईटी, एआई क्षेत्र से जुड़े युवाओं के लिए लाखों के पुरस्कार, दिया जाएगा तकनीकी समाधान का अवसर <box>224 1974 926 1996</box>
ida-praise-title: मुख्यमंत्री कर चुके हैं आईडीए की प्रशंसा <box>226 612 586 636</box>
board-cell: 18:20 <box>1329 366 1364 381</box>
ad-machine-name: R.F.A.L. मशीन <box>1320 1726 1430 1745</box>
ida-th-2: स्थान प्रयोग <box>731 353 847 372</box>
ward-col1 <box>1160 1198 1346 1610</box>
color-registration-strip <box>0 2365 1557 2378</box>
masthead-rule <box>12 69 1547 71</box>
registry-side-title: आधार दिखाकर ली जा सकती है सर्टिफाइड कॉपी <box>971 967 1143 1007</box>
handwash-col2 <box>971 1731 1145 1961</box>
table-cell: स्कीम नंबर 114 <box>731 430 847 449</box>
table-cell: 200 <box>917 430 963 449</box>
ida-quote-text: आईडीए शहर विकास के लिए प्रतिबद्ध है। हम तेजी से शहर में ब्रिज निर्माण के साथ अपनी स्कीमों में निवेश के लिए प्रयासरत हैं। हाल ही में 1634 का निवेश आईडीए को विभिन्न स्कीमों में मिला है, जिससे आधुनिक सुविधा के साथ शहर का विस्तार होगा। 5 हजार से अधिक लोगों को रोजगार मिलेगा। <box>778 631 963 719</box>
table-cell: 583.40 करोड़ <box>638 391 731 410</box>
airport-deck: यात्री ने पकड़ी हिंदी की गलती, सोशल मीडिया पर किया था पोस्ट <box>983 227 1392 247</box>
table-cell: 50 <box>917 506 963 526</box>
board-cell: 19:45 <box>1329 427 1364 441</box>
board-cell: पुणे <box>1404 397 1419 411</box>
ward-col2 <box>1355 1517 1544 1623</box>
table-cell: 3. <box>598 410 638 430</box>
ward-mobile: मो.नं. 9584691000 <box>1183 1220 1265 1231</box>
board-cell: 07:55 <box>1253 306 1288 320</box>
ida-praise-text-1 <box>226 641 400 798</box>
rain-photo-credit: फाइलफोटो <box>363 1777 398 1787</box>
registry-byline-name: पीपुल्स संवाददाता <box>608 973 672 985</box>
ida-col4: मिलेगी। इस निवेश के माध्यम से लगभग पांच हजार नए रोजगार का सृजन होगा। इस निवेश के माध्यम से सुपर कॉरिडोर का सुनापन दूर होगा। वहां 300 बेड का सुपर स्पेशलिटी अस्पताल बनेगा, वहीं रियल एस्टेट क्षेत्र में निवेश के बाद वहां तेजी से नए आवासीय और व्यावसायिक प्रोजेक्ट आकार लेंगे। <box>598 632 772 771</box>
registry-side-box <box>971 965 1145 1404</box>
hackathon-quote-by: - दिव्यांक सिंह, सीईओ स्मार्ट सिटी <box>1064 2316 1189 2328</box>
registry-col2 <box>788 1110 962 1404</box>
board-date: 12/07/2025 <box>1381 270 1465 287</box>
ujjain-deck: टीसी पर मोबाइल छीनने और पीटने का आरोप <box>28 945 324 966</box>
table-cell: 6. <box>598 468 638 487</box>
hackathon-problems-title: इन समस्याओं का तकनीकी समाधान देना होगा <box>788 2052 1189 2074</box>
section-title <box>651 5 907 63</box>
board-row <box>1177 389 1535 419</box>
story-transformer <box>608 1417 782 1964</box>
ad-treatment-col2: प्लास्टिक सर्जरी- हैंड सर्जरी, क्रेनियो फेशियल सर्जरी, माइक्रोवैस्कुलर सर्जरी, बर्न सर्जरी, क्लेफ्ट लिप एवं पैलेट सर्जरी, ट्रॉमा रिकंस्ट्रक्शन। <box>1380 2149 1533 2184</box>
table-cell: 7. <box>598 487 638 506</box>
board-cell: 18:55 <box>1329 396 1364 411</box>
